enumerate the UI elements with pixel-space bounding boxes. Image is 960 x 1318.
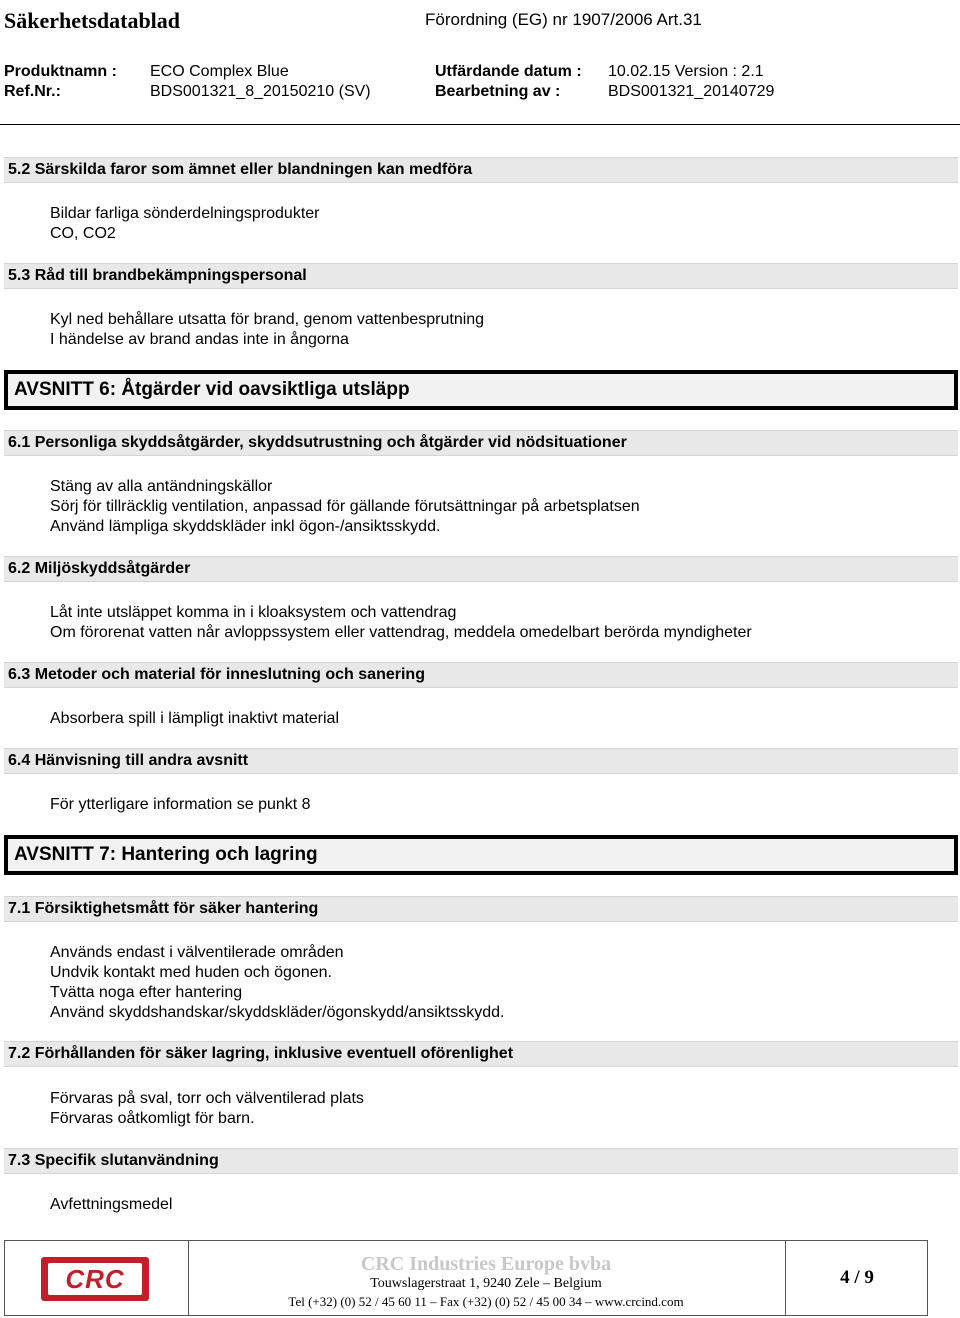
subsection-5-2-line: CO, CO2 xyxy=(50,225,116,242)
issue-date-value: 10.02.15 Version : 2.1 xyxy=(608,63,764,80)
subsection-7-3-heading: 7.3 Specifik slutanvändning xyxy=(4,1148,958,1174)
subsection-6-1-line: Stäng av alla antändningskällor xyxy=(50,478,273,495)
subsection-7-3-line: Avfettningsmedel xyxy=(50,1196,173,1213)
section-6-heading: AVSNITT 6: Åtgärder vid oavsiktliga utsläpp xyxy=(4,370,958,410)
subsection-7-2-line: Förvaras oåtkomligt för barn. xyxy=(50,1110,255,1127)
footer-logo-cell xyxy=(5,1241,189,1315)
subsection-7-2-line: Förvaras på sval, torr och välventilerad plats xyxy=(50,1090,364,1107)
subsection-7-1-line: Undvik kontakt med huden och ögonen. xyxy=(50,964,332,981)
subsection-6-2-heading: 6.2 Miljöskyddsåtgärder xyxy=(4,556,958,582)
edited-by-value: BDS001321_20140729 xyxy=(608,83,775,100)
product-name-value: ECO Complex Blue xyxy=(150,63,289,80)
product-name-label: Produktnamn : xyxy=(4,63,117,80)
regulation-reference: Förordning (EG) nr 1907/2006 Art.31 xyxy=(425,10,702,29)
subsection-7-1-line: Använd skyddshandskar/skyddskläder/ögonskydd/ansiktsskydd. xyxy=(50,1004,505,1021)
subsection-5-3-line: I händelse av brand andas inte in ångorna xyxy=(50,331,349,348)
subsection-5-3-line: Kyl ned behållare utsatta för brand, genom vattenbesprutning xyxy=(50,311,485,328)
reference-number-value: BDS001321_8_20150210 (SV) xyxy=(150,83,371,100)
reference-number-label: Ref.Nr.: xyxy=(4,83,61,100)
subsection-6-3-line: Absorbera spill i lämpligt inaktivt material xyxy=(50,710,339,727)
document-title: Säkerhetsdatablad xyxy=(4,8,181,33)
subsection-5-2-heading: 5.2 Särskilda faror som ämnet eller blandningen kan medföra xyxy=(4,157,958,183)
page-number: 4 / 9 xyxy=(840,1267,874,1288)
subsection-7-2-heading: 7.2 Förhållanden för säker lagring, inklusive eventuell oförenlighet xyxy=(4,1041,958,1067)
subsection-5-3-heading: 5.3 Råd till brandbekämpningspersonal xyxy=(4,263,958,289)
edited-by-label: Bearbetning av : xyxy=(435,83,561,100)
subsection-6-4-heading: 6.4 Hänvisning till andra avsnitt xyxy=(4,748,958,774)
subsection-5-2-line: Bildar farliga sönderdelningsprodukter xyxy=(50,205,320,222)
crc-logo-text: CRC xyxy=(65,1264,125,1294)
crc-logo-panel xyxy=(48,1263,142,1295)
subsection-6-2-line: Låt inte utsläppet komma in i kloaksystem och vattendrag xyxy=(50,604,457,621)
document-header xyxy=(0,0,960,128)
company-contact: Tel (+32) (0) 52 / 45 60 11 – Fax (+32) (0) 52 / 45 00 34 – www.crcind.com xyxy=(288,1294,684,1309)
company-name: CRC Industries Europe bvba xyxy=(360,1253,612,1275)
subsection-6-2-line: Om förorenat vatten når avloppssystem eller vattendrag, meddela omedelbart berörda myndigheter xyxy=(50,624,752,641)
crc-logo xyxy=(41,1257,149,1301)
issue-date-label: Utfärdande datum : xyxy=(435,63,582,80)
subsection-7-1-line: Används endast i välventilerade områden xyxy=(50,944,344,961)
subsection-6-1-line: Använd lämpliga skyddskläder inkl ögon-/ansiktsskydd. xyxy=(50,518,441,535)
section-7-heading: AVSNITT 7: Hantering och lagring xyxy=(4,835,958,875)
subsection-6-4-line: För ytterligare information se punkt 8 xyxy=(50,796,311,813)
subsection-7-1-line: Tvätta noga efter hantering xyxy=(50,984,243,1001)
subsection-6-3-heading: 6.3 Metoder och material för inneslutning och sanering xyxy=(4,662,958,688)
page-footer xyxy=(4,1240,928,1316)
subsection-6-1-line: Sörj för tillräcklig ventilation, anpassad för gällande förutsättningar på arbetsplatsen xyxy=(50,498,640,515)
subsection-7-1-heading: 7.1 Försiktighetsmått för säker hantering xyxy=(4,896,958,922)
header-divider xyxy=(0,124,960,125)
company-address: Touwslagerstraat 1, 9240 Zele – Belgium xyxy=(370,1276,602,1291)
subsection-6-1-heading: 6.1 Personliga skyddsåtgärder, skyddsutrustning och åtgärder vid nödsituationer xyxy=(4,430,958,456)
